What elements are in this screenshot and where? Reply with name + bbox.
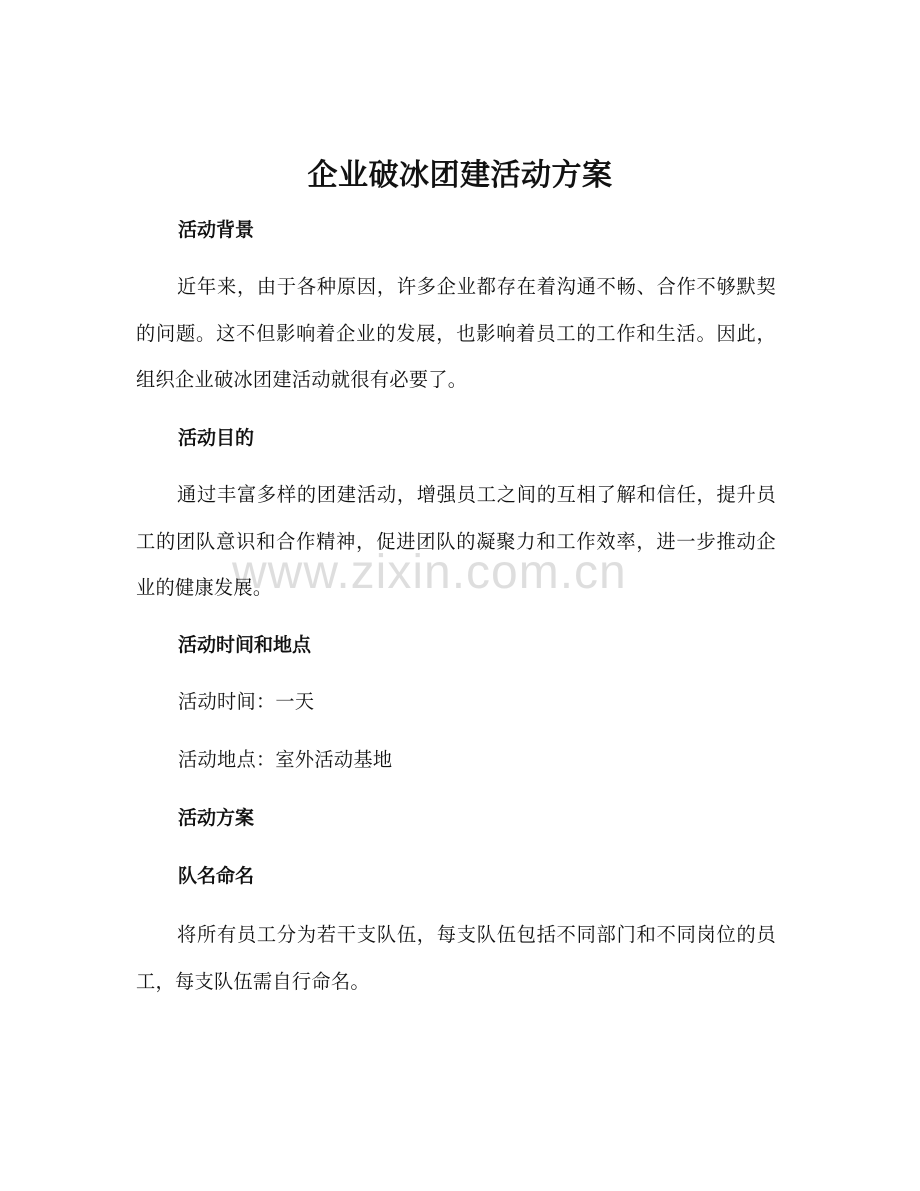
activity-place-line: 活动地点：室外活动基地 [178,748,393,771]
section-heading-background: 活动背景 [178,219,255,241]
activity-time-line: 活动时间：一天 [178,690,315,713]
paragraph-background: 近年来，由于各种原因，许多企业都存在着沟通不畅、合作不够默契的问题。这不但影响着企业的发展，也影响着员工的工作和生活。因此，组织企业破冰团建活动就很有必要了。 [136,275,776,391]
section-heading-plan: 活动方案 [178,807,255,829]
watermark: www.zixin.com.cn [232,546,627,599]
section-heading-team-naming: 队名命名 [178,865,255,887]
paragraph-purpose: 通过丰富多样的团建活动，增强员工之间的互相了解和信任，提升员工的团队意识和合作精神，促进团队的凝聚力和工作效率，进一步推动企业的健康发展。 [136,483,776,599]
section-heading-purpose: 活动目的 [178,427,255,449]
paragraph-team-naming: 将所有员工分为若干支队伍，每支队伍包括不同部门和不同岗位的员工，每支队伍需自行命名。 [136,923,776,993]
document-title: 企业破冰团建活动方案 [307,158,613,193]
section-heading-time-place: 活动时间和地点 [178,634,312,656]
